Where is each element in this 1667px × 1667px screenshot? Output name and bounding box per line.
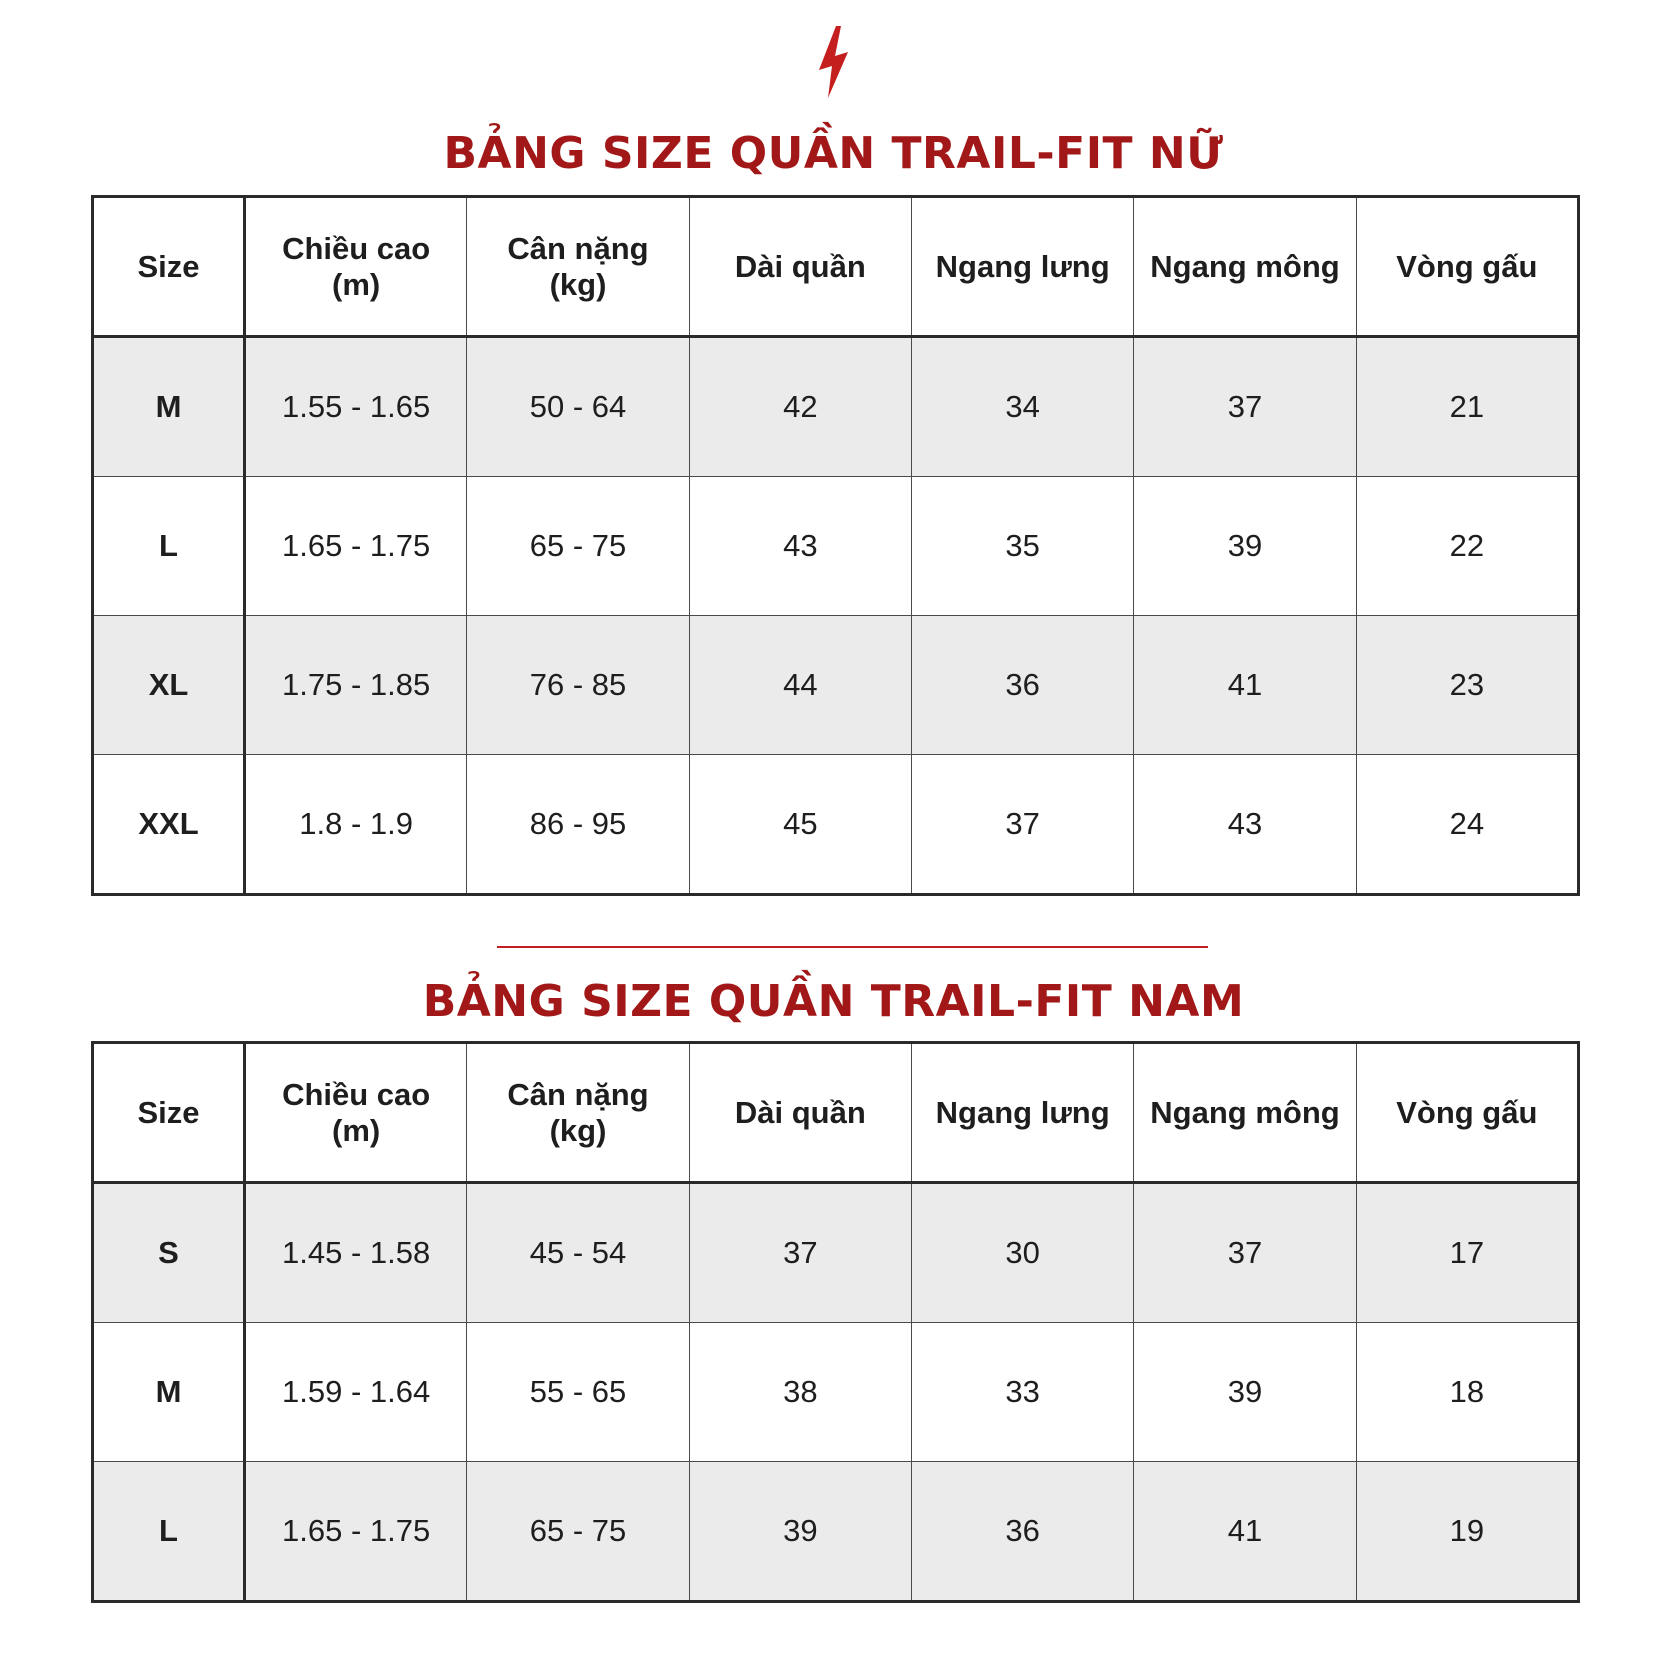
size-cell: M <box>93 337 245 477</box>
hip-width-cell: 41 <box>1134 616 1356 755</box>
hip-width-cell: 37 <box>1134 1183 1356 1323</box>
header-weight: Cân nặng (kg) <box>467 1043 689 1183</box>
hip-width-cell: 39 <box>1134 477 1356 616</box>
pants-length-cell: 37 <box>689 1183 911 1323</box>
weight-cell: 50 - 64 <box>467 337 689 477</box>
waist-width-cell: 35 <box>911 477 1133 616</box>
height-cell: 1.65 - 1.75 <box>245 477 467 616</box>
pants-length-cell: 45 <box>689 755 911 895</box>
table-row <box>93 477 1579 616</box>
pants-length-cell: 43 <box>689 477 911 616</box>
hem-cell: 23 <box>1356 616 1578 755</box>
hip-width-cell: 39 <box>1134 1323 1356 1462</box>
height-cell: 1.45 - 1.58 <box>245 1183 467 1323</box>
header-waist-width: Ngang lưng <box>911 197 1133 337</box>
waist-width-cell: 36 <box>911 1462 1133 1602</box>
size-table-women <box>91 195 1580 896</box>
waist-width-cell: 36 <box>911 616 1133 755</box>
hem-cell: 18 <box>1356 1323 1578 1462</box>
table-row <box>93 1462 1579 1602</box>
header-row <box>93 1043 1579 1183</box>
header-pants-length: Dài quần <box>689 197 911 337</box>
size-cell: M <box>93 1323 245 1462</box>
waist-width-cell: 30 <box>911 1183 1133 1323</box>
weight-cell: 55 - 65 <box>467 1323 689 1462</box>
size-table-men <box>91 1041 1580 1603</box>
weight-cell: 76 - 85 <box>467 616 689 755</box>
header-pants-length: Dài quần <box>689 1043 911 1183</box>
waist-width-cell: 34 <box>911 337 1133 477</box>
table-row <box>93 755 1579 895</box>
size-cell: L <box>93 477 245 616</box>
header-hip-width: Ngang mông <box>1134 197 1356 337</box>
height-cell: 1.59 - 1.64 <box>245 1323 467 1462</box>
weight-cell: 45 - 54 <box>467 1183 689 1323</box>
hem-cell: 24 <box>1356 755 1578 895</box>
header-size: Size <box>93 1043 245 1183</box>
weight-cell: 65 - 75 <box>467 1462 689 1602</box>
size-cell: L <box>93 1462 245 1602</box>
hip-width-cell: 41 <box>1134 1462 1356 1602</box>
waist-width-cell: 37 <box>911 755 1133 895</box>
waist-width-cell: 33 <box>911 1323 1133 1462</box>
section-divider <box>497 946 1208 948</box>
size-cell: S <box>93 1183 245 1323</box>
header-size: Size <box>93 197 245 337</box>
table-title-women: BẢNG SIZE QUẦN TRAIL-FIT NỮ <box>443 128 1224 179</box>
hem-cell: 19 <box>1356 1462 1578 1602</box>
size-cell: XXL <box>93 755 245 895</box>
header-waist-width: Ngang lưng <box>911 1043 1133 1183</box>
weight-cell: 86 - 95 <box>467 755 689 895</box>
header-hem: Vòng gấu <box>1356 197 1578 337</box>
height-cell: 1.75 - 1.85 <box>245 616 467 755</box>
height-cell: 1.65 - 1.75 <box>245 1462 467 1602</box>
header-weight: Cân nặng (kg) <box>467 197 689 337</box>
table-row <box>93 1323 1579 1462</box>
height-cell: 1.55 - 1.65 <box>245 337 467 477</box>
pants-length-cell: 44 <box>689 616 911 755</box>
table-row <box>93 616 1579 755</box>
pants-length-cell: 42 <box>689 337 911 477</box>
hem-cell: 21 <box>1356 337 1578 477</box>
height-cell: 1.8 - 1.9 <box>245 755 467 895</box>
table-title-men: BẢNG SIZE QUẦN TRAIL-FIT NAM <box>422 976 1245 1027</box>
weight-cell: 65 - 75 <box>467 477 689 616</box>
header-row <box>93 197 1579 337</box>
hip-width-cell: 43 <box>1134 755 1356 895</box>
hip-width-cell: 37 <box>1134 337 1356 477</box>
hem-cell: 22 <box>1356 477 1578 616</box>
pants-length-cell: 38 <box>689 1323 911 1462</box>
header-height: Chiều cao (m) <box>245 197 467 337</box>
header-hip-width: Ngang mông <box>1134 1043 1356 1183</box>
header-hem: Vòng gấu <box>1356 1043 1578 1183</box>
lightning-bolt-icon <box>814 24 854 100</box>
header-height: Chiều cao (m) <box>245 1043 467 1183</box>
table-row <box>93 1183 1579 1323</box>
table-row <box>93 337 1579 477</box>
hem-cell: 17 <box>1356 1183 1578 1323</box>
size-cell: XL <box>93 616 245 755</box>
pants-length-cell: 39 <box>689 1462 911 1602</box>
